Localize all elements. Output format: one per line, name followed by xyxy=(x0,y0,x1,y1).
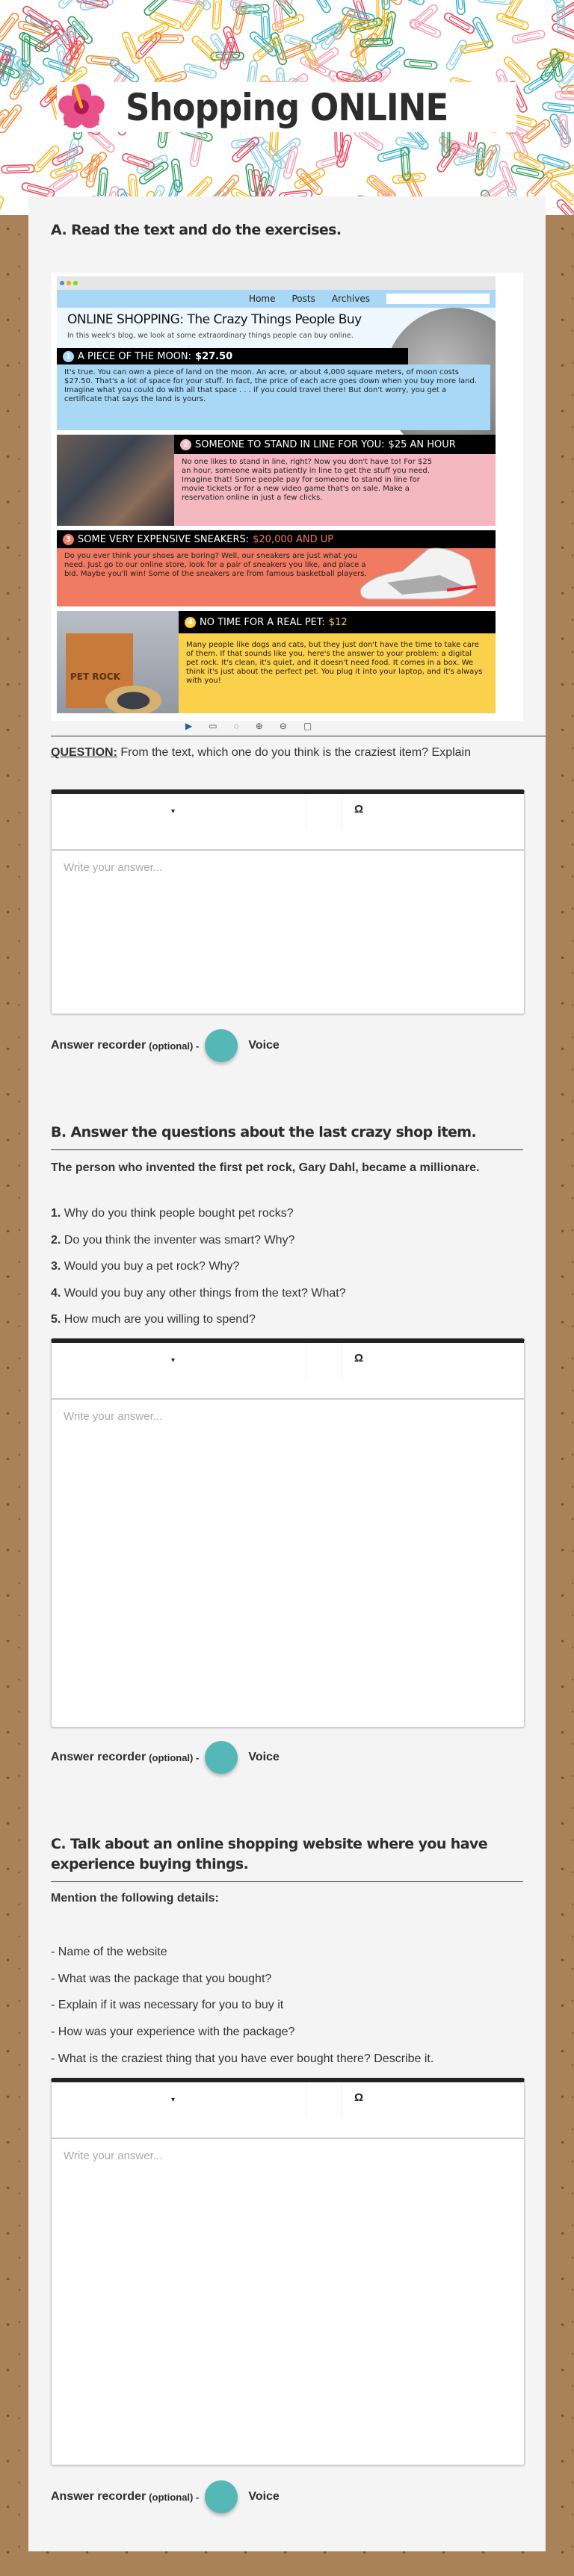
paperclip-banner xyxy=(0,0,574,215)
paperclip xyxy=(0,12,20,43)
title-band xyxy=(57,82,516,132)
answer-recorder-a xyxy=(51,1029,280,1062)
question-number: 5. xyxy=(51,1313,61,1326)
item-line-stander xyxy=(57,435,496,526)
paperclip xyxy=(375,46,406,72)
detail-item: - Explain if it was necessary for you to buy it xyxy=(51,1999,284,2012)
paperclip xyxy=(537,154,570,171)
paperclip xyxy=(308,0,332,14)
zoom-out-icon[interactable]: ⊖ xyxy=(279,721,287,731)
paperclip xyxy=(32,144,61,173)
format-dropdown-caret-icon[interactable]: ▾ xyxy=(171,2096,176,2104)
section-c-list xyxy=(51,1944,529,2077)
item-title: SOME VERY EXPENSIVE SNEAKERS: xyxy=(78,533,250,545)
item-text: It's true. You can own a piece of land on the moon. An acre, or about 4,000 square meters, of moon costs $27.50. That's a lot of space for your stuff. In fact, the price of each acre goes down when you buy more land. Imagine what you could do with all that space . . . if you could travel there! But don't worry, you get a certificate that says the land is yours. xyxy=(57,364,490,430)
question-label: QUESTION: xyxy=(51,746,117,759)
editor-toolbar xyxy=(52,1343,524,1400)
format-dropdown-caret-icon[interactable]: ▾ xyxy=(171,1356,176,1365)
question-number: 2. xyxy=(51,1233,61,1247)
blog-infographic xyxy=(51,273,523,731)
item-text: Do you ever think your shoes are boring? Well, our sneakers are just what you need. Just go to our online store, look for a pair of sneakers you like, and place a bid. Maybe you'll win! Some of the sneakers are from famous basketball players. xyxy=(64,552,367,578)
pet-rock-photo xyxy=(57,611,179,713)
sneaker-image xyxy=(357,545,481,605)
paperclip xyxy=(409,3,439,30)
item-text: Many people like dogs and cats, but they just don't have the time to take care of them. If that sounds like you, here's the answer to your problem: a digital pet rock. It's clean, it's quiet, and it doesn't need food. It comes in a box. We think it's just about the perfect pet. You plug it into your laptop, and it's always with you! xyxy=(186,641,483,685)
editor-toolbar xyxy=(52,2082,524,2139)
paperclip xyxy=(121,31,141,64)
paperclip xyxy=(549,179,574,207)
answer-editor-b[interactable] xyxy=(51,1338,525,1728)
blog-title-bold: ONLINE SHOPPING: xyxy=(67,312,184,327)
question-number: 1. xyxy=(51,1207,61,1220)
divider xyxy=(51,1149,523,1150)
answer-editor-a[interactable] xyxy=(51,789,525,1014)
answer-textarea[interactable]: Write your answer... xyxy=(64,861,163,874)
recorder-optional: (optional) - xyxy=(149,1040,200,1052)
record-button[interactable] xyxy=(205,1741,238,1774)
blog-nav xyxy=(57,290,496,308)
paperclip xyxy=(543,102,574,114)
special-characters-icon[interactable]: Ω xyxy=(354,803,364,816)
recorder-voice-label: Voice xyxy=(248,1039,280,1052)
paperclip xyxy=(171,159,182,193)
detail-item: - What is the craziest thing that you have ever bought there? Describe it. xyxy=(51,2052,434,2065)
fullscreen-icon[interactable]: ▢ xyxy=(303,721,312,731)
detail-item: - Name of the website xyxy=(51,1946,167,1958)
paperclip xyxy=(404,59,437,69)
paperclip xyxy=(190,134,203,167)
section-b-intro: The person who invented the first pet rock, Gary Dahl, became a millionare. xyxy=(51,1161,480,1174)
paperclip xyxy=(86,55,120,66)
item-price: $12 xyxy=(328,616,348,628)
question-text: From the text, which one do you think is the craziest item? Explain xyxy=(117,746,471,759)
paperclip xyxy=(445,39,468,71)
paperclip xyxy=(478,0,511,4)
question-text: Why do you think people bought pet rocks? xyxy=(61,1207,294,1220)
special-characters-icon[interactable]: Ω xyxy=(354,2091,364,2104)
question-item xyxy=(51,1285,529,1312)
item-price: $20,000 AND UP xyxy=(253,533,334,545)
recorder-label: Answer recorder xyxy=(51,1039,146,1052)
image-viewer-toolbar xyxy=(185,721,312,731)
paperclip xyxy=(212,0,222,29)
item-title: SOMEONE TO STAND IN LINE FOR YOU: xyxy=(195,438,385,450)
recorder-label: Answer recorder xyxy=(51,2490,146,2503)
item-number: 2 xyxy=(180,439,191,450)
paperclip xyxy=(349,17,383,34)
browser-window xyxy=(57,276,496,713)
item-number: 4 xyxy=(185,617,196,628)
question-item xyxy=(51,1312,529,1338)
section-a-heading: A. Read the text and do the exercises. xyxy=(51,222,342,238)
item-pet-rock xyxy=(57,611,496,713)
paperclip xyxy=(21,182,55,198)
divider xyxy=(51,1881,523,1882)
paperclip xyxy=(454,0,465,15)
question-number: 3. xyxy=(51,1260,61,1273)
answer-recorder-b xyxy=(51,1741,280,1774)
item-header xyxy=(174,435,496,454)
item-number: 1 xyxy=(63,351,74,362)
question-text: Would you buy any other things from the text? What? xyxy=(61,1286,346,1300)
paperclip xyxy=(525,171,554,199)
nav-home: Home xyxy=(249,294,276,304)
item-header xyxy=(179,611,496,633)
paperclip xyxy=(143,0,172,16)
section-b-heading: B. Answer the questions about the last crazy shop item. xyxy=(51,1124,477,1140)
record-button[interactable] xyxy=(205,2480,238,2513)
paperclip xyxy=(1,165,34,173)
paperclip xyxy=(380,0,390,10)
paperclip xyxy=(184,0,212,11)
paperclip xyxy=(183,63,217,79)
section-c-heading: C. Talk about an online shopping website where you have experience buying things. xyxy=(51,1836,487,1872)
section-b-questions xyxy=(51,1205,529,1338)
item-text: No one likes to stand in line, right? Now you don't have to! For $25 an hour, someone waits patiently in line to get the stuff you need. Imagine that! Some people pay for someone to stand in line for movie tickets or for a new video game that's on sale. Make a reservation online in just a few clicks. xyxy=(182,458,433,502)
detail-item: - What was the package that you bought? xyxy=(51,1972,272,1985)
pet-rock-nest xyxy=(105,686,161,713)
recorder-voice-label: Voice xyxy=(248,2490,280,2503)
paperclip xyxy=(443,12,475,34)
paperclip xyxy=(0,104,22,134)
question-item xyxy=(51,1205,529,1232)
section-c-intro: Mention the following details: xyxy=(51,1892,219,1905)
question-a xyxy=(51,745,529,761)
video-icon[interactable]: ▭ xyxy=(209,721,217,731)
special-characters-icon[interactable]: Ω xyxy=(354,1352,364,1365)
answer-recorder-c xyxy=(51,2480,280,2513)
page-title: Shopping ONLINE xyxy=(125,85,448,129)
blog-subtitle: In this week's blog, we look at some extraordinary things people can buy online. xyxy=(67,332,354,340)
answer-textarea[interactable]: Write your answer... xyxy=(64,2150,163,2162)
question-number: 4. xyxy=(51,1286,61,1300)
fit-icon[interactable]: ◌ xyxy=(233,721,239,731)
recorder-voice-label: Voice xyxy=(248,1751,280,1763)
browser-chrome xyxy=(57,276,496,290)
blog-search-box xyxy=(386,294,490,304)
editor-toolbar xyxy=(52,794,524,851)
paperclip xyxy=(0,195,4,215)
item-header xyxy=(57,348,408,364)
item-price: $25 AN HOUR xyxy=(388,438,456,450)
question-text: Do you think the inventer was smart? Why? xyxy=(61,1233,295,1247)
question-item xyxy=(51,1258,529,1285)
hibiscus-icon xyxy=(57,82,106,131)
paperclip xyxy=(512,30,546,44)
question-item xyxy=(51,1232,529,1259)
answer-editor-c[interactable] xyxy=(51,2078,525,2465)
worksheet-card xyxy=(28,196,546,2551)
item-title: NO TIME FOR A REAL PET: xyxy=(200,616,325,628)
recorder-label: Answer recorder xyxy=(51,1751,146,1763)
pet-rock-box: PET ROCK xyxy=(66,633,133,708)
queue-photo xyxy=(57,435,174,526)
item-sneakers xyxy=(57,530,496,606)
blog-title-rest: The Crazy Things People Buy xyxy=(183,312,362,327)
item-price: $27.50 xyxy=(195,350,233,362)
item-moon xyxy=(57,348,477,430)
nav-archives: Archives xyxy=(331,294,370,304)
record-button[interactable] xyxy=(205,1029,238,1062)
paperclip xyxy=(149,10,182,29)
paperclip xyxy=(555,91,574,101)
paperclip xyxy=(315,152,349,169)
item-number: 3 xyxy=(63,534,74,545)
question-text: Would you buy a pet rock? Why? xyxy=(61,1260,240,1273)
paperclip xyxy=(392,173,426,184)
item-title: A PIECE OF THE MOON: xyxy=(78,350,192,362)
recorder-optional: (optional) - xyxy=(149,2491,200,2503)
answer-textarea[interactable]: Write your answer... xyxy=(64,1410,163,1423)
zoom-in-icon[interactable]: ⊕ xyxy=(255,721,263,731)
blog-title xyxy=(67,312,362,327)
paperclip xyxy=(261,11,270,44)
nav-posts: Posts xyxy=(291,294,315,304)
format-dropdown-caret-icon[interactable]: ▾ xyxy=(171,807,176,816)
question-text: How much are you willing to spend? xyxy=(61,1313,256,1326)
recorder-optional: (optional) - xyxy=(149,1751,200,1763)
detail-item: - How was your experience with the package? xyxy=(51,2026,295,2039)
pointer-icon[interactable]: ▶ xyxy=(185,721,193,731)
